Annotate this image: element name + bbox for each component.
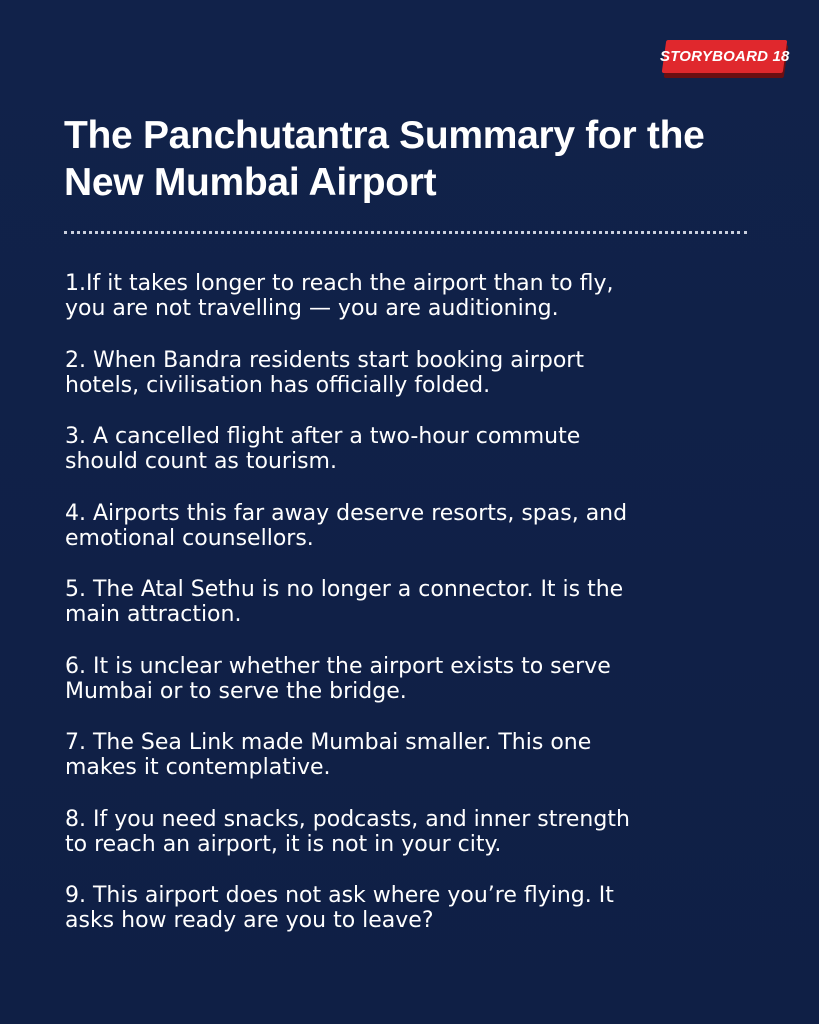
list-item-7	[65, 730, 765, 781]
summary-list	[65, 271, 765, 960]
list-item-line: hotels, civilisation has officially folded.	[65, 372, 491, 398]
list-item-9	[65, 883, 765, 934]
list-item-line: should count as tourism.	[65, 449, 337, 474]
list-item-line: 2. When Bandra residents start booking airport	[65, 347, 584, 373]
list-item-8	[65, 807, 765, 858]
list-item-line: 7. The Sea Link made Mumbai smaller. This one	[65, 730, 592, 755]
list-item-6	[65, 654, 765, 705]
dotted-divider	[64, 231, 747, 234]
list-item-line: 5. The Atal Sethu is no longer a connector. It is the	[65, 577, 624, 602]
list-item-line: 8. If you need snacks, podcasts, and inner strength	[65, 806, 630, 832]
page-title: The Panchutantra Summary for the New Mumbai Airport	[64, 114, 705, 204]
list-item-3	[65, 424, 765, 475]
list-item-line: makes it contemplative.	[65, 755, 331, 780]
list-item-line: 9. This airport does not ask where you’re flying. It	[65, 883, 614, 908]
list-item-4	[65, 501, 765, 552]
list-item-line: 1.If it takes longer to reach the airport than to fly,	[65, 271, 614, 296]
storyboard18-logo	[659, 40, 790, 80]
list-item-line: emotional counsellors.	[65, 525, 314, 551]
list-item-5	[65, 577, 765, 628]
logo-badge	[659, 40, 790, 73]
list-item-line: Mumbai or to serve the bridge.	[65, 678, 407, 704]
list-item-1	[65, 271, 765, 322]
list-item-line: asks how ready are you to leave?	[65, 908, 434, 933]
list-item-line: to reach an airport, it is not in your city.	[65, 831, 502, 857]
list-item-2	[65, 348, 765, 399]
list-item-line: you are not travelling — you are auditioning.	[65, 296, 559, 321]
list-item-line: 6. It is unclear whether the airport exists to serve	[65, 653, 611, 679]
list-item-line: main attraction.	[65, 602, 242, 627]
logo-text: STORYBOARD 18	[659, 48, 790, 65]
list-item-line: 3. A cancelled flight after a two-hour commute	[65, 424, 581, 449]
list-item-line: 4. Airports this far away deserve resorts, spas, and	[65, 500, 628, 526]
